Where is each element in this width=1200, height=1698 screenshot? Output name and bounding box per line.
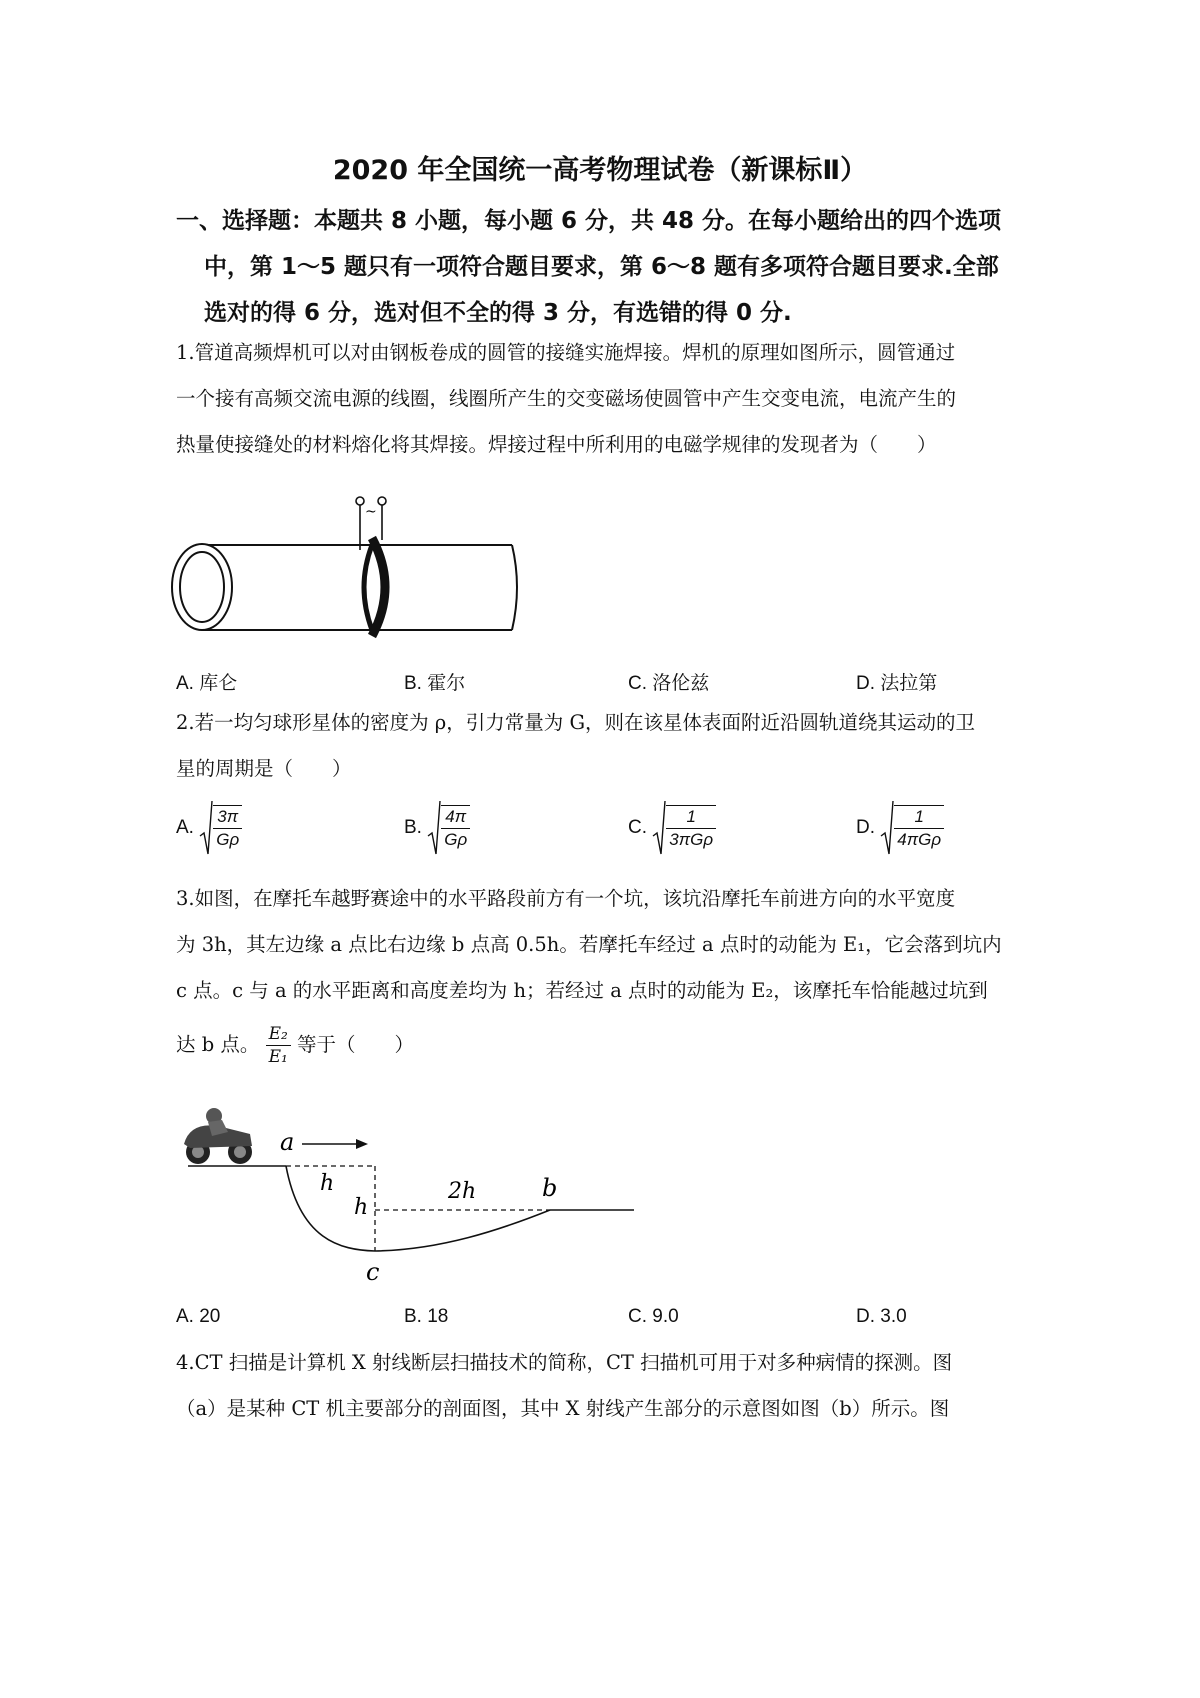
question-3-last-line <box>176 1018 1056 1072</box>
fraction-numerator: 1 <box>894 806 944 829</box>
option-key: B. <box>404 817 422 838</box>
question-1 <box>176 330 1056 468</box>
option-key: D. <box>856 817 875 838</box>
point-c-label: c <box>366 1258 380 1286</box>
question-line: 为 3h，其左边缘 a 点比右边缘 b 点高 0.5h。若摩托车经过 a 点时的动能为 E₁，它会落到坑内 <box>176 933 1002 956</box>
option-key: B. <box>404 1306 422 1327</box>
motorcycle-icon <box>184 1108 252 1164</box>
sqrt-icon <box>199 800 213 856</box>
option-a[interactable] <box>176 800 242 856</box>
sqrt-icon <box>880 800 894 856</box>
sqrt-icon <box>427 800 441 856</box>
question-line: 1.管道高频焊机可以对由钢板卷成的圆管的接缝实施焊接。焊机的原理如图所示，圆管通过 <box>176 341 956 364</box>
option-key: D. <box>856 1306 875 1327</box>
option-text: 洛伦兹 <box>652 672 710 694</box>
option-key: A. <box>176 1306 194 1327</box>
ac-symbol: ~ <box>365 504 377 520</box>
h-height-label: h <box>354 1195 369 1220</box>
terminal <box>356 497 364 505</box>
question-line: 2.若一均匀球形星体的密度为 ρ，引力常量为 G，则在该星体表面附近沿圆轨道绕其运动的卫 <box>176 711 976 734</box>
option-key: D. <box>856 673 875 694</box>
coil-back <box>364 545 372 630</box>
q3-options <box>176 1306 1056 1336</box>
pipe-inner-end <box>180 552 224 622</box>
energy-ratio <box>266 1023 291 1068</box>
question-line: 热量使接缝处的材料熔化将其焊接。焊接过程中所利用的电磁学规律的发现者为（ ） <box>176 433 937 456</box>
question-line: c 点。c 与 a 的水平距离和高度差均为 h；若经过 a 点时的动能为 E₂，该摩托车恰能越过坑到 <box>176 979 988 1002</box>
option-b[interactable] <box>404 668 465 695</box>
option-key: C. <box>628 1306 647 1327</box>
question-line: 一个接有高频交流电源的线圈，线圈所产生的交变磁场使圆管中产生交变电流，电流产生的 <box>176 387 957 410</box>
option-d[interactable] <box>856 668 937 695</box>
question-line: （a）是某种 CT 机主要部分的剖面图，其中 X 射线产生部分的示意图如图（b）所示。图 <box>176 1397 950 1420</box>
section-line: 一、选择题：本题共 8 小题，每小题 6 分，共 48 分。在每小题给出的四个选项 <box>176 208 1002 234</box>
option-c[interactable] <box>628 1306 679 1328</box>
2h-label: 2h <box>448 1179 477 1204</box>
question-2 <box>176 700 1056 792</box>
h-width-label: h <box>320 1171 335 1196</box>
option-a[interactable] <box>176 668 237 695</box>
terminal <box>378 497 386 505</box>
fraction-denominator: Gρ <box>216 830 240 849</box>
q1-options <box>176 668 1056 698</box>
option-text: 3.0 <box>880 1306 907 1327</box>
question-line: 星的周期是（ ） <box>176 757 352 780</box>
question-text: 等于（ ） <box>297 1033 415 1056</box>
option-key: C. <box>628 817 647 838</box>
option-text: 18 <box>427 1306 449 1327</box>
option-d[interactable] <box>856 800 944 856</box>
option-b[interactable] <box>404 800 470 856</box>
option-text: 库仑 <box>199 672 238 694</box>
fraction-numerator: 3π <box>213 806 242 829</box>
coil-front <box>372 538 385 636</box>
option-text: 9.0 <box>652 1306 679 1327</box>
fraction-numerator: 4π <box>441 806 470 829</box>
sqrt-icon <box>652 800 666 856</box>
question-line: 4.CT 扫描是计算机 X 射线断层扫描技术的简称，CT 扫描机可用于对多种病情的探测。图 <box>176 1351 953 1374</box>
fraction-numerator: 1 <box>666 806 716 829</box>
point-b-label: b <box>542 1174 558 1202</box>
question-line: 3.如图，在摩托车越野赛途中的水平路段前方有一个坑，该坑沿摩托车前进方向的水平宽度 <box>176 887 956 910</box>
point-a-label: a <box>280 1128 295 1156</box>
pipe-welding-figure <box>160 490 580 660</box>
question-4 <box>176 1340 1056 1432</box>
fraction-denominator: E₁ <box>268 1047 288 1067</box>
option-b[interactable] <box>404 1306 448 1328</box>
q2-options <box>176 800 1056 864</box>
option-text: 法拉第 <box>880 672 938 694</box>
question-3 <box>176 876 1056 1014</box>
option-key: C. <box>628 673 647 694</box>
motorcycle-pit-figure <box>170 1100 650 1290</box>
option-c[interactable] <box>628 800 716 856</box>
page-title: 2020 年全国统一高考物理试卷（新课标Ⅱ） <box>332 155 868 186</box>
section-line: 中，第 1～5 题只有一项符合题目要求，第 6～8 题有多项符合题目要求.全部 <box>204 254 999 280</box>
option-c[interactable] <box>628 668 709 695</box>
option-key: B. <box>404 673 422 694</box>
option-text: 霍尔 <box>427 672 466 694</box>
option-key: A. <box>176 817 194 838</box>
question-text: 达 b 点。 <box>176 1033 260 1056</box>
fraction-denominator: Gρ <box>444 830 468 849</box>
fraction-numerator: E₂ <box>266 1023 291 1046</box>
fraction-denominator: 4πGρ <box>897 830 942 849</box>
option-key: A. <box>176 673 194 694</box>
option-text: 20 <box>199 1306 221 1327</box>
section-line: 选对的得 6 分，选对但不全的得 3 分，有选错的得 0 分. <box>204 300 792 326</box>
fraction-denominator: 3πGρ <box>669 830 714 849</box>
option-a[interactable] <box>176 1306 220 1328</box>
section-instructions <box>176 198 1056 336</box>
option-d[interactable] <box>856 1306 907 1328</box>
